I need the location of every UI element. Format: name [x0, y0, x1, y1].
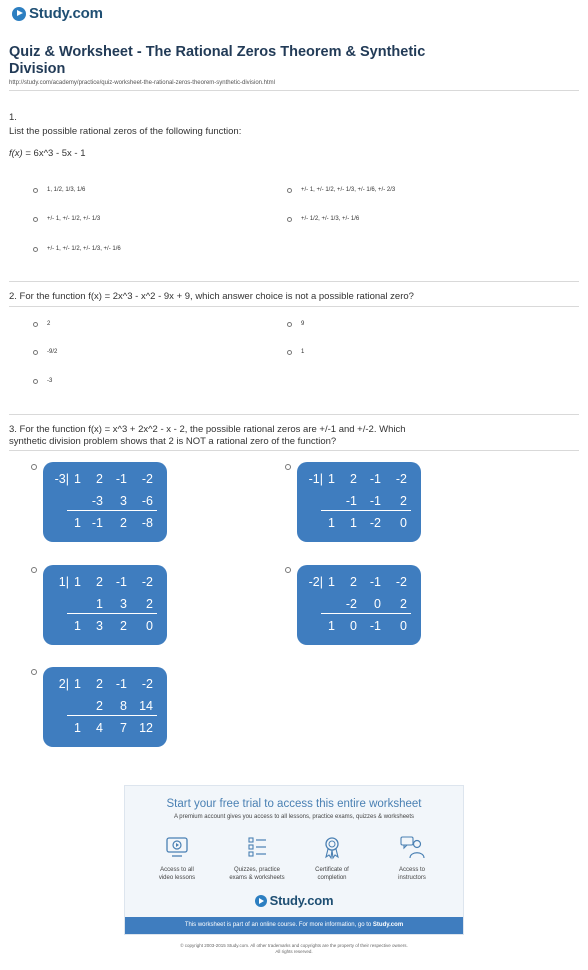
product-value: 14	[139, 699, 153, 713]
option-label: 2	[47, 321, 51, 327]
feature-label: Access to all	[160, 867, 194, 873]
division-row	[43, 677, 167, 691]
result-value: 1	[328, 619, 335, 633]
division-line	[321, 613, 411, 614]
coefficient: 2	[96, 575, 103, 589]
radio-button[interactable]	[33, 350, 38, 355]
division-line	[321, 510, 411, 511]
q3-option-c-radio[interactable]	[31, 567, 37, 573]
q3-text-line2: synthetic division problem shows that 2 is NOT a rational zero of the function?	[9, 436, 337, 447]
product-value: 2	[146, 597, 153, 611]
fx-expression: = 6x^3 - 5x - 1	[22, 148, 86, 159]
result-value: 7	[120, 721, 127, 735]
q1-option-b[interactable]	[287, 187, 395, 193]
radio-button[interactable]	[287, 217, 292, 222]
division-line	[67, 715, 157, 716]
synthetic-division-card[interactable]	[43, 667, 167, 747]
q2-option-b[interactable]	[287, 321, 304, 327]
instructor-icon	[399, 834, 425, 860]
rights-text: All rights reserved.	[275, 949, 313, 954]
result-value: 1	[350, 516, 357, 530]
radio-button[interactable]	[33, 379, 38, 384]
product-value: -1	[369, 494, 381, 508]
q3-option-d-radio[interactable]	[285, 567, 291, 573]
option-label: +/- 1, +/- 1/2, +/- 1/3, +/- 1/6	[47, 246, 121, 252]
coefficient: -1	[115, 575, 127, 589]
coefficient: -2	[395, 472, 407, 486]
certificate-icon	[319, 834, 345, 860]
result-value: -2	[369, 516, 381, 530]
q1-option-c[interactable]	[33, 216, 100, 222]
q3-option-b-radio[interactable]	[285, 464, 291, 470]
option-label: +/- 1, +/- 1/2, +/- 1/3, +/- 1/6, +/- 2/3	[301, 187, 396, 193]
product-value: 0	[374, 597, 381, 611]
option-label: 9	[301, 321, 305, 327]
coefficient: 2	[96, 677, 103, 691]
product-value: 3	[120, 494, 127, 508]
division-row	[43, 575, 167, 589]
coefficient: 2	[350, 472, 357, 486]
q3-option-a-radio[interactable]	[31, 464, 37, 470]
product-value: -1	[345, 494, 357, 508]
feature-label: exams & worksheets	[229, 875, 285, 881]
product-value: 1	[96, 597, 103, 611]
coefficient: 1	[74, 575, 81, 589]
feature-label: Certificate of	[315, 867, 349, 873]
q1-number: 1.	[9, 112, 17, 123]
coefficient: -1	[369, 575, 381, 589]
footer	[0, 943, 588, 955]
radio-button[interactable]	[287, 350, 292, 355]
fx-label: f(x)	[9, 148, 23, 159]
feature-label: Quizzes, practice	[233, 867, 281, 873]
division-line	[67, 613, 157, 614]
result-value: 0	[400, 619, 407, 633]
division-row	[297, 494, 421, 508]
product-value: 2	[400, 494, 407, 508]
page-url[interactable]: http://study.com/academy/practice/quiz-worksheet-the-rational-zeros-theorem-synthetic-division.html	[9, 80, 275, 86]
option-label: +/- 1, +/- 1/2, +/- 1/3	[47, 216, 101, 222]
option-label: +/- 1/2, +/- 1/3, +/- 1/6	[301, 216, 360, 222]
synthetic-division-card[interactable]	[297, 462, 421, 542]
synthetic-division-card[interactable]	[297, 565, 421, 645]
radio-button[interactable]	[287, 322, 292, 327]
q1-prompt: List the possible rational zeros of the following function:	[9, 126, 242, 137]
division-line	[67, 510, 157, 511]
q1-option-e[interactable]	[33, 246, 121, 252]
divisor: -2|	[308, 575, 323, 589]
promo-logo[interactable]	[125, 893, 463, 908]
feature-video-lessons	[142, 834, 212, 882]
division-row	[297, 619, 421, 633]
divider	[9, 281, 579, 282]
result-value: 1	[74, 516, 81, 530]
checklist-icon	[244, 834, 270, 860]
radio-button[interactable]	[33, 217, 38, 222]
result-value: 2	[120, 516, 127, 530]
product-value: 2	[400, 597, 407, 611]
synthetic-division-card[interactable]	[43, 565, 167, 645]
page-title: Quiz & Worksheet - The Rational Zeros Theorem & Synthetic Division	[9, 44, 426, 77]
option-label: -9/2	[47, 349, 58, 355]
division-row	[43, 516, 167, 530]
copyright-text: © copyright 2003-2015 Study.com. All other trademarks and copyrights are the property of their respective owners.	[180, 943, 408, 948]
synthetic-division-card[interactable]	[43, 462, 167, 542]
radio-button[interactable]	[33, 247, 38, 252]
coefficient: 1	[328, 472, 335, 486]
feature-label: Access to	[398, 867, 425, 873]
divider	[9, 306, 579, 307]
division-row	[297, 575, 421, 589]
result-value: 3	[96, 619, 103, 633]
division-row	[43, 472, 167, 486]
option-label: 1, 1/2, 1/3, 1/6	[47, 187, 86, 193]
coefficient: -2	[141, 575, 153, 589]
product-value: -3	[91, 494, 103, 508]
q3-text-line1: 3. For the function f(x) = x^3 + 2x^2 - x - 2, the possible rational zeros are +/-1 and +/-2. Which	[9, 424, 406, 435]
radio-button[interactable]	[33, 322, 38, 327]
coefficient: -1	[369, 472, 381, 486]
division-row	[297, 597, 421, 611]
q1-option-a[interactable]	[33, 187, 85, 193]
video-lesson-icon	[164, 834, 190, 860]
promo-title[interactable]: Start your free trial to access this entire worksheet	[166, 798, 422, 810]
q2-option-c[interactable]	[33, 349, 57, 355]
result-value: -1	[91, 516, 103, 530]
feature-quizzes	[222, 834, 292, 882]
divisor: -1|	[308, 472, 323, 486]
coefficient: 1	[328, 575, 335, 589]
result-value: 1	[74, 619, 81, 633]
result-value: 2	[120, 619, 127, 633]
product-value: 3	[120, 597, 127, 611]
radio-button[interactable]	[33, 188, 38, 193]
logo-text: Study.com	[29, 5, 103, 22]
promo-subtitle: A premium account gives you access to all lessons, practice exams, quizzes & worksheets	[173, 814, 415, 820]
result-value: 0	[350, 619, 357, 633]
division-row	[43, 721, 167, 735]
feature-label: video lessons	[158, 875, 196, 881]
product-value: -6	[141, 494, 153, 508]
division-row	[297, 516, 421, 530]
q2-option-a[interactable]	[33, 321, 50, 327]
q2-option-d[interactable]	[287, 349, 304, 355]
promo-box	[124, 785, 464, 935]
play-icon	[255, 895, 267, 907]
result-value: 1	[328, 516, 335, 530]
q3-option-e-radio[interactable]	[31, 669, 37, 675]
coefficient: -1	[115, 677, 127, 691]
divisor: 1|	[58, 575, 69, 589]
feature-label: instructors	[398, 875, 426, 881]
division-row	[43, 699, 167, 713]
product-value: 8	[120, 699, 127, 713]
result-value: 0	[146, 619, 153, 633]
division-row	[297, 472, 421, 486]
division-row	[43, 494, 167, 508]
option-label: 1	[301, 349, 305, 355]
result-value: 0	[400, 516, 407, 530]
coefficient: 2	[350, 575, 357, 589]
coefficient: 2	[96, 472, 103, 486]
result-value: 4	[96, 721, 103, 735]
product-value: 2	[96, 699, 103, 713]
result-value: 1	[74, 721, 81, 735]
feature-label: completion	[317, 875, 347, 881]
play-icon	[12, 7, 26, 21]
q1-function	[9, 148, 86, 160]
coefficient: -2	[141, 677, 153, 691]
divisor: -3|	[54, 472, 69, 486]
study-logo[interactable]	[12, 5, 103, 22]
promo-bar-link[interactable]: Study.com	[372, 922, 404, 928]
coefficient: -2	[141, 472, 153, 486]
result-value: 12	[139, 721, 153, 735]
coefficient: 1	[74, 472, 81, 486]
q2-option-e[interactable]	[33, 378, 52, 384]
feature-certificate	[297, 834, 367, 882]
coefficient: 1	[74, 677, 81, 691]
q2-text: 2. For the function f(x) = 2x^3 - x^2 - 9x + 9, which answer choice is not a possible rational zero?	[9, 291, 414, 302]
divisor: 2|	[58, 677, 69, 691]
feature-instructors	[377, 834, 447, 882]
divider	[9, 450, 579, 451]
division-row	[43, 619, 167, 633]
q1-option-d[interactable]	[287, 216, 359, 222]
divider	[9, 90, 579, 91]
product-value: -2	[345, 597, 357, 611]
logo-text: Study.com	[269, 893, 334, 908]
coefficient: -1	[115, 472, 127, 486]
division-row	[43, 597, 167, 611]
option-label: -3	[47, 378, 53, 384]
result-value: -8	[141, 516, 153, 530]
radio-button[interactable]	[287, 188, 292, 193]
promo-bar	[125, 917, 463, 934]
divider	[9, 414, 579, 415]
coefficient: -2	[395, 575, 407, 589]
promo-bar-text: This worksheet is part of an online course. For more information, go to	[184, 922, 373, 928]
result-value: -1	[369, 619, 381, 633]
